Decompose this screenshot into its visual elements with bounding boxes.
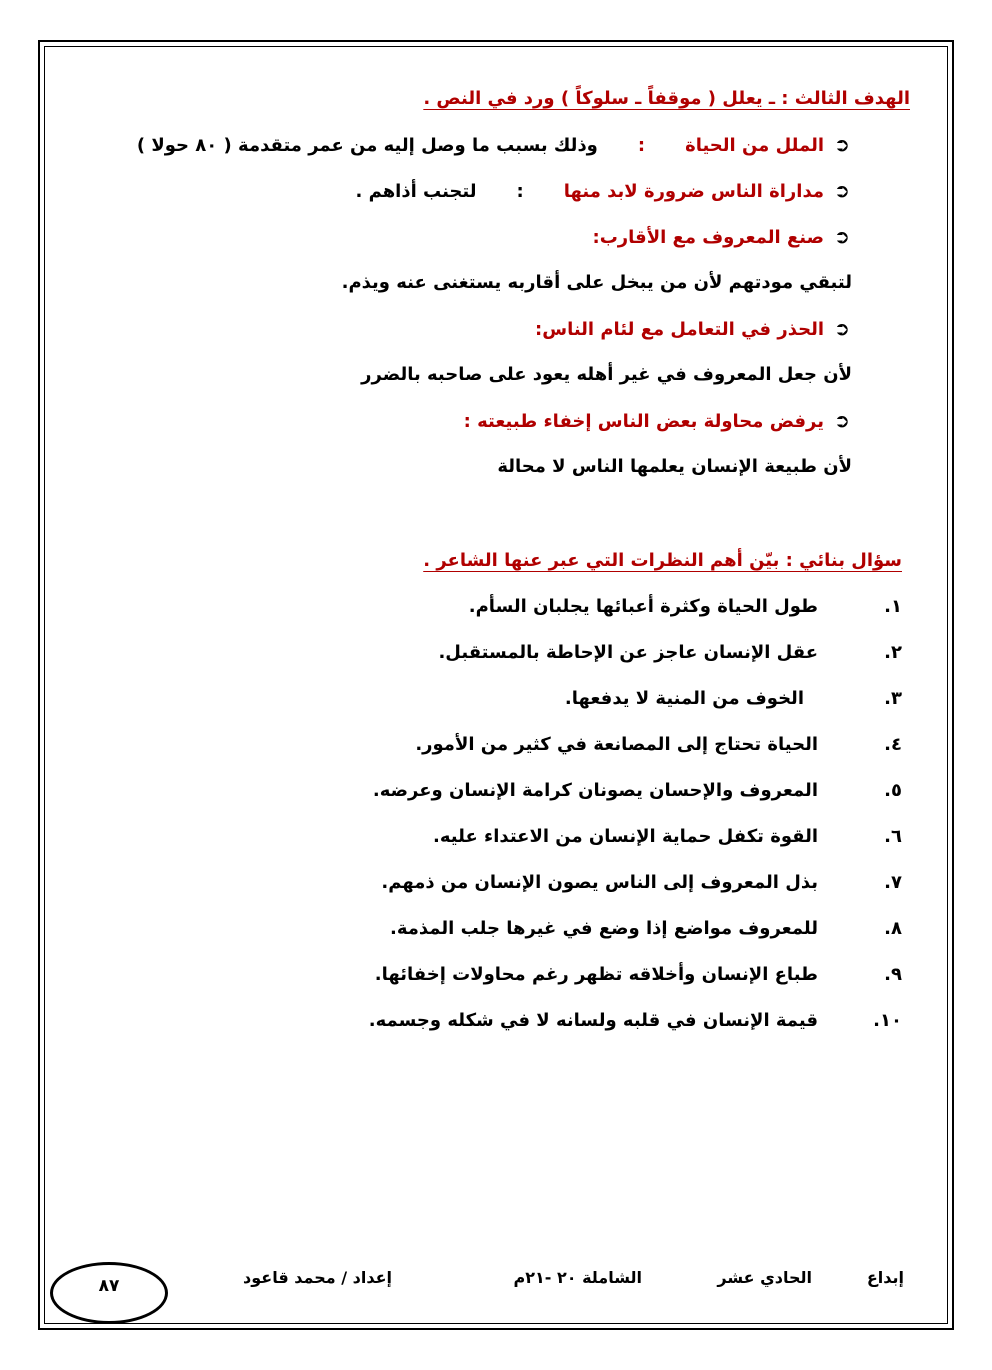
bullet-arrow-icon: ➲ [834, 318, 850, 340]
goal3-item-5-reason: لأن طبيعة الإنسان يعلمها الناس لا محالة [497, 456, 852, 477]
item-label: صنع المعروف مع الأقارب: [592, 227, 824, 248]
bullet-arrow-icon: ➲ [834, 226, 850, 248]
list-item-text: طباع الإنسان وأخلاقه تظهر رغم محاولات إخفائها. [374, 964, 818, 985]
list-item [60, 642, 902, 663]
goal3-title: الهدف الثالث : ـ يعلل ( موقفاً ـ سلوكاً ) ورد في النص . [423, 88, 910, 109]
list-item [60, 734, 902, 755]
list-item [60, 780, 902, 801]
list-item [60, 964, 902, 985]
list-item [60, 688, 902, 709]
goal3-item-3 [60, 226, 852, 248]
list-item [60, 918, 902, 939]
list-item-number: ٤. [884, 734, 902, 755]
goal3-item-1 [60, 134, 852, 156]
list-item-number: ٦. [884, 826, 902, 847]
item-label: يرفض محاولة بعض الناس إخفاء طبيعته : [463, 411, 824, 432]
list-item-number: ٢. [884, 642, 902, 663]
goal3-item-2 [60, 180, 852, 202]
list-item-number: ٥. [884, 780, 902, 801]
goal3-item-5 [60, 410, 852, 432]
list-item-text: للمعروف مواضع إذا وضع في غيرها جلب المذمة. [390, 918, 818, 939]
list-item-text: الحياة تحتاج إلى المصانعة في كثير من الأمور. [415, 734, 818, 755]
footer-author: إعداد / محمد قاعود [243, 1268, 392, 1287]
footer-ibdaa: إبداع [866, 1268, 904, 1287]
item-reason: وذلك بسبب ما وصل إليه من عمر متقدمة ( ٨٠ حولا ) [136, 135, 598, 156]
list-item-number: ٣. [884, 688, 902, 709]
goal3-item-4-reason: لأن جعل المعروف في غير أهله يعود على صاحبه بالضرر [361, 364, 852, 385]
list-item-text: المعروف والإحسان يصونان كرامة الإنسان وعرضه. [372, 780, 818, 801]
list-item [60, 872, 902, 893]
list-item-text: طول الحياة وكثرة أعبائها يجلبان السأم. [468, 596, 818, 617]
list-item-number: ٩. [884, 964, 902, 985]
item-label: مداراة الناس ضرورة لابد منها [563, 181, 824, 202]
list-item-text: عقل الإنسان عاجز عن الإحاطة بالمستقبل. [438, 642, 818, 663]
item-label: الملل من الحياة [685, 135, 824, 156]
list-item-text: الخوف من المنية لا يدفعها. [564, 688, 804, 709]
list-item-number: ١٠. [873, 1010, 902, 1031]
item-label: الحذر في التعامل مع لئام الناس: [535, 319, 824, 340]
footer-course: الشاملة ٢٠ -٢١م [513, 1268, 642, 1287]
page-number: ٨٧ [98, 1276, 120, 1296]
item-reason: لتجنب أذاهم . [355, 181, 477, 202]
list-item [60, 826, 902, 847]
list-item-number: ٨. [884, 918, 902, 939]
list-item-text: بذل المعروف إلى الناس يصون الإنسان من ذمهم. [381, 872, 818, 893]
bullet-arrow-icon: ➲ [834, 410, 850, 432]
footer-grade: الحادي عشر [717, 1268, 812, 1287]
question-title: سؤال بنائي : بيّن أهم النظرات التي عبر عنها الشاعر . [423, 550, 902, 571]
goal3-item-3-reason: لتبقي مودتهم لأن من يبخل على أقاربه يستغنى عنه ويذم. [341, 272, 852, 293]
list-item-number: ١. [884, 596, 902, 617]
list-item-text: القوة تكفل حماية الإنسان من الاعتداء عليه. [433, 826, 818, 847]
goal3-item-4 [60, 318, 852, 340]
bullet-arrow-icon: ➲ [834, 180, 850, 202]
bullet-arrow-icon: ➲ [834, 134, 850, 156]
list-item [60, 596, 902, 617]
item-separator: : [637, 135, 646, 156]
list-item-text: قيمة الإنسان في قلبه ولسانه لا في شكله وجسمه. [368, 1010, 818, 1031]
list-item-number: ٧. [884, 872, 902, 893]
item-separator: : [516, 181, 524, 202]
list-item [60, 1010, 902, 1031]
